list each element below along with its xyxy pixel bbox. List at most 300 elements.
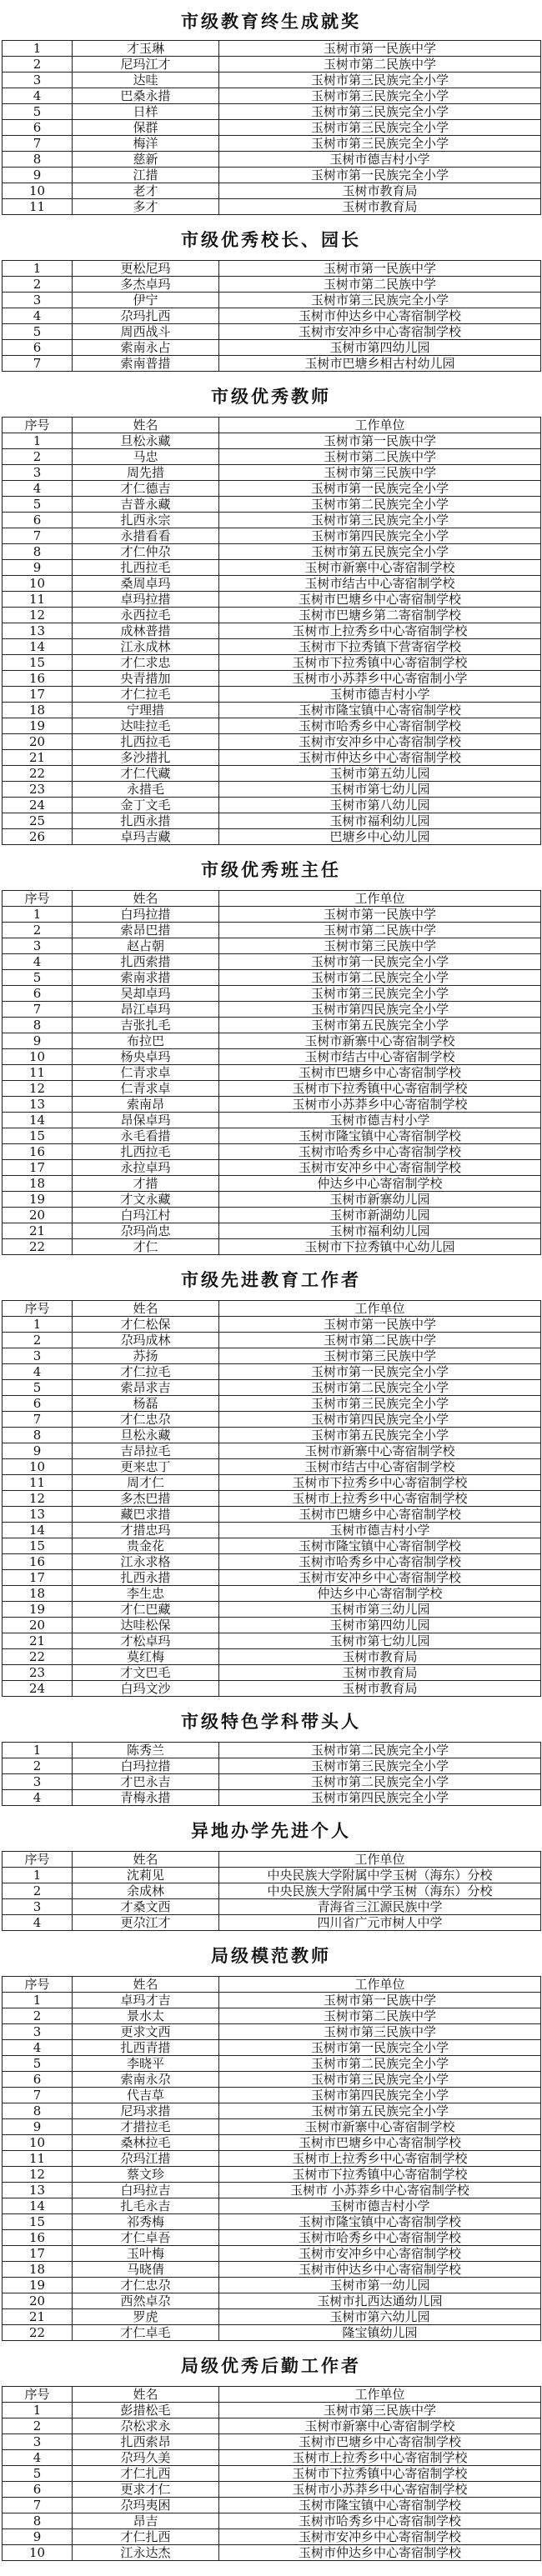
table-row — [3, 41, 541, 57]
row-number: 16 — [3, 2230, 73, 2246]
table-row — [3, 2246, 541, 2262]
work-unit: 玉树市德吉村小学 — [219, 1523, 541, 1538]
table-row — [3, 2088, 541, 2103]
table-row — [3, 2278, 541, 2293]
work-unit: 玉树市下拉秀镇中心寄宿制学校 — [219, 655, 541, 671]
work-unit: 玉树市新寨幼儿园 — [219, 1192, 541, 1208]
row-number: 4 — [3, 308, 73, 324]
table-row — [3, 623, 541, 639]
table-row — [3, 1412, 541, 1428]
work-unit: 玉树市安冲乡中心寄宿制学校 — [219, 324, 541, 340]
person-name: 白玛拉措 — [73, 907, 219, 923]
work-unit: 玉树市第一民族中学 — [219, 433, 541, 449]
work-unit: 玉树市上拉秀乡中心寄宿制学校 — [219, 623, 541, 639]
person-name: 扎西永宗 — [73, 513, 219, 528]
work-unit: 玉树市安冲乡中心寄宿制学校 — [219, 1570, 541, 1586]
row-number: 2 — [3, 277, 73, 293]
row-number: 5 — [3, 104, 73, 120]
table-row — [3, 356, 541, 372]
award-table — [2, 1851, 541, 1931]
person-name: 尕玛夷困 — [73, 2498, 219, 2513]
column-header: 姓名 — [73, 1977, 219, 1993]
row-number: 4 — [3, 1790, 73, 1806]
column-header: 工作单位 — [219, 2387, 541, 2403]
column-header: 工作单位 — [219, 891, 541, 907]
column-header: 序号 — [3, 1852, 73, 1868]
row-number: 19 — [3, 1192, 73, 1208]
table-row — [3, 766, 541, 782]
table-row — [3, 2056, 541, 2072]
work-unit: 玉树市巴塘乡中心寄宿制学校 — [219, 592, 541, 608]
person-name: 才仁松保 — [73, 1317, 219, 1333]
person-name: 才仁仲尕 — [73, 544, 219, 560]
person-name: 江永达杰 — [73, 2545, 219, 2561]
work-unit: 玉树市第四民族完全小学 — [219, 1790, 541, 1806]
row-number: 24 — [3, 1681, 73, 1697]
row-number: 16 — [3, 1554, 73, 1570]
table-row — [3, 120, 541, 136]
row-number: 12 — [3, 608, 73, 623]
table-row — [3, 2262, 541, 2278]
work-unit: 玉树市第一民族完全小学 — [219, 481, 541, 497]
table-row — [3, 2293, 541, 2309]
row-number: 18 — [3, 1176, 73, 1192]
work-unit: 玉树市德吉村小学 — [219, 687, 541, 703]
person-name: 才仁德吉 — [73, 481, 219, 497]
work-unit: 玉树市 小苏莽乡中心寄宿制学校 — [219, 2183, 541, 2198]
table-row — [3, 2418, 541, 2434]
person-name: 慈新 — [73, 152, 219, 168]
work-unit: 玉树市隆宝镇中心寄宿制学校 — [219, 1128, 541, 1144]
table-row — [3, 2498, 541, 2513]
row-number: 12 — [3, 1081, 73, 1097]
work-unit: 玉树市第三民族完全小学 — [219, 136, 541, 152]
table-row — [3, 1223, 541, 1239]
person-name: 尼玛江才 — [73, 57, 219, 73]
table-row — [3, 261, 541, 277]
work-unit: 玉树市哈秀乡中心寄宿制学校 — [219, 2513, 541, 2529]
row-number: 21 — [3, 2309, 73, 2325]
row-number: 6 — [3, 986, 73, 1002]
person-name: 杨央卓玛 — [73, 1049, 219, 1065]
table-row — [3, 2325, 541, 2341]
row-number: 7 — [3, 1412, 73, 1428]
person-name: 才仁扎西 — [73, 2529, 219, 2545]
row-number: 1 — [3, 41, 73, 57]
row-number: 1 — [3, 1317, 73, 1333]
person-name: 江永求格 — [73, 1554, 219, 1570]
section-title: 局级模范教师 — [211, 1945, 331, 1966]
section-title: 市级优秀班主任 — [201, 859, 341, 880]
work-unit: 玉树市新寨中心寄宿制学校 — [219, 560, 541, 576]
table-row — [3, 2434, 541, 2450]
person-name: 才松卓玛 — [73, 1633, 219, 1649]
work-unit: 玉树市第三民族完全小学 — [219, 104, 541, 120]
person-name: 吉张扎毛 — [73, 1018, 219, 1033]
work-unit: 玉树市福利幼儿园 — [219, 1223, 541, 1239]
work-unit: 玉树市德吉村小学 — [219, 2198, 541, 2214]
table-row — [3, 2230, 541, 2246]
work-unit: 玉树市第一民族完全小学 — [219, 2040, 541, 2056]
table-row — [3, 1049, 541, 1065]
row-number: 16 — [3, 1144, 73, 1160]
section-title: 异地办学先进个人 — [191, 1820, 351, 1841]
table-row — [3, 1475, 541, 1491]
person-name: 尕松求永 — [73, 2418, 219, 2434]
work-unit: 玉树市新寨中心寄宿制学校 — [219, 1033, 541, 1049]
row-number: 15 — [3, 1128, 73, 1144]
table-row — [3, 576, 541, 592]
column-header: 姓名 — [73, 891, 219, 907]
column-header: 工作单位 — [219, 1301, 541, 1317]
row-number: 5 — [3, 1380, 73, 1396]
work-unit: 玉树市教育局 — [219, 1665, 541, 1681]
table-row — [3, 497, 541, 513]
section-title: 局级优秀后勤工作者 — [181, 2355, 361, 2376]
person-name: 吴却卓玛 — [73, 986, 219, 1002]
work-unit: 玉树市第四民族完全小学 — [219, 2088, 541, 2103]
work-unit: 玉树市第五民族完全小学 — [219, 1428, 541, 1443]
table-row — [3, 2167, 541, 2183]
table-row — [3, 2309, 541, 2325]
person-name: 尕玛成林 — [73, 1333, 219, 1348]
work-unit: 玉树市哈秀乡中心寄宿制学校 — [219, 2230, 541, 2246]
person-name: 马忠 — [73, 449, 219, 465]
column-header: 姓名 — [73, 418, 219, 433]
row-number: 11 — [3, 199, 73, 215]
work-unit: 玉树市巴塘乡相古村幼儿园 — [219, 356, 541, 372]
person-name: 景水太 — [73, 2008, 219, 2024]
person-name: 宁理措 — [73, 703, 219, 718]
person-name: 索南普措 — [73, 356, 219, 372]
award-table — [2, 1742, 541, 1806]
person-name: 巴桑永措 — [73, 88, 219, 104]
work-unit: 中央民族大学附属中学玉树（海东）分校 — [219, 1868, 541, 1883]
person-name: 金丁文毛 — [73, 798, 219, 813]
person-name: 才文永藏 — [73, 1192, 219, 1208]
person-name: 周才仁 — [73, 1475, 219, 1491]
row-number: 17 — [3, 687, 73, 703]
table-row — [3, 923, 541, 938]
table-row — [3, 1396, 541, 1412]
work-unit: 玉树市隆宝镇中心寄宿制学校 — [219, 1538, 541, 1554]
row-number: 11 — [3, 592, 73, 608]
table-row — [3, 592, 541, 608]
person-name: 才巴永吉 — [73, 1774, 219, 1790]
work-unit: 玉树市第二民族中学 — [219, 277, 541, 293]
row-number: 18 — [3, 703, 73, 718]
table-row — [3, 1128, 541, 1144]
table-header-row — [3, 891, 541, 907]
work-unit: 玉树市第三民族完全小学 — [219, 1758, 541, 1774]
person-name: 蔡文珍 — [73, 2167, 219, 2183]
work-unit: 玉树市福利幼儿园 — [219, 813, 541, 829]
work-unit: 玉树市第一民族完全小学 — [219, 1364, 541, 1380]
section-title: 市级先进教育工作者 — [181, 1269, 361, 1290]
person-name: 才措 — [73, 1176, 219, 1192]
work-unit: 玉树市第一民族完全小学 — [219, 954, 541, 970]
table-row — [3, 1239, 541, 1255]
row-number: 2 — [3, 923, 73, 938]
table-row — [3, 2403, 541, 2418]
row-number: 1 — [3, 261, 73, 277]
row-number: 19 — [3, 2278, 73, 2293]
work-unit: 玉树市小苏莽乡中心寄宿制学校 — [219, 2482, 541, 2498]
row-number: 1 — [3, 433, 73, 449]
table-row — [3, 324, 541, 340]
work-unit: 玉树市结古中心寄宿制学校 — [219, 576, 541, 592]
work-unit: 玉树市第三民族完全小学 — [219, 986, 541, 1002]
row-number: 11 — [3, 1065, 73, 1081]
table-row — [3, 1883, 541, 1899]
table-row — [3, 655, 541, 671]
work-unit: 玉树市第七幼儿园 — [219, 1633, 541, 1649]
work-unit: 玉树市第一幼儿园 — [219, 2278, 541, 2293]
person-name: 索南永尕 — [73, 2072, 219, 2088]
table-row — [3, 1586, 541, 1602]
person-name: 周西战斗 — [73, 324, 219, 340]
person-name: 仁青求卓 — [73, 1081, 219, 1097]
work-unit: 玉树市仲达乡中心寄宿制学校 — [219, 2262, 541, 2278]
table-row — [3, 481, 541, 497]
row-number: 9 — [3, 2119, 73, 2135]
work-unit: 玉树市新寨中心寄宿制学校 — [219, 2119, 541, 2135]
row-number: 25 — [3, 813, 73, 829]
person-name: 青梅永措 — [73, 1790, 219, 1806]
row-number: 12 — [3, 1491, 73, 1507]
table-row — [3, 1523, 541, 1538]
work-unit: 玉树市第五幼儿园 — [219, 766, 541, 782]
row-number: 10 — [3, 183, 73, 199]
row-number: 15 — [3, 655, 73, 671]
table-row — [3, 449, 541, 465]
table-row — [3, 703, 541, 718]
person-name: 日样 — [73, 104, 219, 120]
row-number: 21 — [3, 1633, 73, 1649]
person-name: 多杰巴措 — [73, 1491, 219, 1507]
person-name: 永措看看 — [73, 528, 219, 544]
work-unit: 玉树市隆宝镇中心寄宿制学校 — [219, 703, 541, 718]
column-header: 序号 — [3, 418, 73, 433]
row-number: 17 — [3, 1570, 73, 1586]
table-row — [3, 1758, 541, 1774]
row-number: 4 — [3, 481, 73, 497]
work-unit: 玉树市安冲乡中心寄宿制学校 — [219, 2529, 541, 2545]
work-unit: 玉树市巴塘乡中心寄宿制学校 — [219, 2135, 541, 2151]
table-row — [3, 1538, 541, 1554]
person-name: 卓玛才吉 — [73, 1993, 219, 2008]
person-name: 索南求措 — [73, 970, 219, 986]
person-name: 更来忠丁 — [73, 1459, 219, 1475]
table-row — [3, 1176, 541, 1192]
table-row — [3, 293, 541, 308]
person-name: 多杰卓玛 — [73, 277, 219, 293]
person-name: 代吉草 — [73, 2088, 219, 2103]
award-table — [2, 417, 541, 845]
table-row — [3, 2103, 541, 2119]
table-row — [3, 907, 541, 923]
work-unit: 玉树市安冲乡中心寄宿制学校 — [219, 2246, 541, 2262]
work-unit: 玉树市第二民族完全小学 — [219, 1380, 541, 1396]
person-name: 白玛江村 — [73, 1208, 219, 1223]
table-row — [3, 1790, 541, 1806]
work-unit: 玉树市下拉秀镇下营寄宿学校 — [219, 639, 541, 655]
row-number: 4 — [3, 2040, 73, 2056]
row-number: 5 — [3, 324, 73, 340]
table-row — [3, 734, 541, 750]
person-name: 更尕江才 — [73, 1915, 219, 1931]
row-number: 10 — [3, 1049, 73, 1065]
row-number: 20 — [3, 1208, 73, 1223]
table-row — [3, 544, 541, 560]
person-name: 贵金花 — [73, 1538, 219, 1554]
row-number: 22 — [3, 1649, 73, 1665]
table-header-row — [3, 2387, 541, 2403]
column-header: 姓名 — [73, 1852, 219, 1868]
row-number: 2 — [3, 449, 73, 465]
table-row — [3, 2135, 541, 2151]
work-unit: 玉树市下拉秀镇中心寄宿制学校 — [219, 1081, 541, 1097]
table-row — [3, 152, 541, 168]
work-unit: 玉树市第六幼儿园 — [219, 2309, 541, 2325]
table-row — [3, 88, 541, 104]
row-number: 4 — [3, 88, 73, 104]
person-name: 卓玛拉措 — [73, 592, 219, 608]
row-number: 2 — [3, 1333, 73, 1348]
row-number: 14 — [3, 1523, 73, 1538]
row-number: 19 — [3, 718, 73, 734]
work-unit: 玉树市第三民族完全小学 — [219, 293, 541, 308]
person-name: 陈秀兰 — [73, 1743, 219, 1758]
row-number: 3 — [3, 73, 73, 88]
person-name: 更求文西 — [73, 2024, 219, 2040]
table-row — [3, 1491, 541, 1507]
award-table — [2, 1300, 541, 1697]
row-number: 10 — [3, 1459, 73, 1475]
work-unit: 玉树市第三民族完全小学 — [219, 1396, 541, 1412]
table-row — [3, 986, 541, 1002]
column-header: 序号 — [3, 1301, 73, 1317]
work-unit: 玉树市哈秀乡中心寄宿制学校 — [219, 1554, 541, 1570]
row-number: 5 — [3, 970, 73, 986]
table-row — [3, 2183, 541, 2198]
table-row — [3, 750, 541, 766]
table-row — [3, 1160, 541, 1176]
person-name: 索昂巴措 — [73, 923, 219, 938]
work-unit: 玉树市第二民族中学 — [219, 449, 541, 465]
work-unit: 玉树市结古中心寄宿制学校 — [219, 1459, 541, 1475]
row-number: 1 — [3, 1743, 73, 1758]
row-number: 6 — [3, 120, 73, 136]
person-name: 玉叶梅 — [73, 2246, 219, 2262]
table-row — [3, 308, 541, 324]
table-header-row — [3, 1977, 541, 1993]
person-name: 沈莉见 — [73, 1868, 219, 1883]
person-name: 才仁代藏 — [73, 766, 219, 782]
table-row — [3, 104, 541, 120]
row-number: 20 — [3, 1618, 73, 1633]
row-number: 9 — [3, 560, 73, 576]
row-number: 2 — [3, 2418, 73, 2434]
table-row — [3, 1144, 541, 1160]
work-unit: 玉树市第三民族中学 — [219, 2024, 541, 2040]
person-name: 尼玛求措 — [73, 2103, 219, 2119]
work-unit: 玉树市第三民族中学 — [219, 938, 541, 954]
column-header: 序号 — [3, 891, 73, 907]
table-row — [3, 199, 541, 215]
row-number: 3 — [3, 2434, 73, 2450]
work-unit: 玉树市第二民族完全小学 — [219, 1743, 541, 1758]
work-unit: 玉树市第三民族完全小学 — [219, 73, 541, 88]
work-unit: 玉树市第一民族中学 — [219, 907, 541, 923]
person-name: 昂吉 — [73, 2513, 219, 2529]
row-number: 14 — [3, 1113, 73, 1128]
row-number: 1 — [3, 2403, 73, 2418]
work-unit: 玉树市上拉秀乡中心寄宿制学校 — [219, 2450, 541, 2466]
table-row — [3, 1192, 541, 1208]
row-number: 7 — [3, 528, 73, 544]
work-unit: 四川省广元市树人中学 — [219, 1915, 541, 1931]
table-row — [3, 183, 541, 199]
work-unit: 玉树市安冲乡中心寄宿制学校 — [219, 734, 541, 750]
row-number: 7 — [3, 136, 73, 152]
work-unit: 玉树市结古中心寄宿制学校 — [219, 1049, 541, 1065]
row-number: 21 — [3, 1223, 73, 1239]
work-unit: 玉树市哈秀乡中心寄宿制学校 — [219, 718, 541, 734]
person-name: 扎毛永吉 — [73, 2198, 219, 2214]
person-name: 尕玛尚忠 — [73, 1223, 219, 1239]
work-unit: 玉树市第三民族完全小学 — [219, 513, 541, 528]
person-name: 藏巴求措 — [73, 1507, 219, 1523]
person-name: 扎西拉毛 — [73, 734, 219, 750]
row-number: 4 — [3, 2450, 73, 2466]
person-name: 索南永占 — [73, 340, 219, 356]
person-name: 才仁卓吾 — [73, 2230, 219, 2246]
person-name: 周先措 — [73, 465, 219, 481]
row-number: 3 — [3, 293, 73, 308]
person-name: 苏扬 — [73, 1348, 219, 1364]
work-unit: 玉树市第八幼儿园 — [219, 798, 541, 813]
column-header: 工作单位 — [219, 1977, 541, 1993]
row-number: 13 — [3, 1097, 73, 1113]
person-name: 莫红梅 — [73, 1649, 219, 1665]
table-row — [3, 1459, 541, 1475]
table-row — [3, 718, 541, 734]
work-unit: 玉树市第一民族中学 — [219, 261, 541, 277]
work-unit: 玉树市第三民族中学 — [219, 2403, 541, 2418]
row-number: 7 — [3, 1002, 73, 1018]
person-name: 永西拉毛 — [73, 608, 219, 623]
row-number: 23 — [3, 782, 73, 798]
person-name: 扎西拉毛 — [73, 560, 219, 576]
work-unit: 玉树市第一民族中学 — [219, 1317, 541, 1333]
work-unit: 玉树市仲达乡中心寄宿制学校 — [219, 308, 541, 324]
person-name: 西然卓尕 — [73, 2293, 219, 2309]
row-number: 7 — [3, 2088, 73, 2103]
work-unit: 仲达乡中心寄宿制学校 — [219, 1586, 541, 1602]
table-row — [3, 1743, 541, 1758]
row-number: 10 — [3, 576, 73, 592]
person-name: 马晓倩 — [73, 2262, 219, 2278]
row-number: 6 — [3, 340, 73, 356]
row-number: 24 — [3, 798, 73, 813]
table-row — [3, 1554, 541, 1570]
person-name: 老才 — [73, 183, 219, 199]
row-number: 5 — [3, 497, 73, 513]
work-unit: 玉树市第三幼儿园 — [219, 1602, 541, 1618]
table-row — [3, 1033, 541, 1049]
award-table — [2, 40, 541, 215]
